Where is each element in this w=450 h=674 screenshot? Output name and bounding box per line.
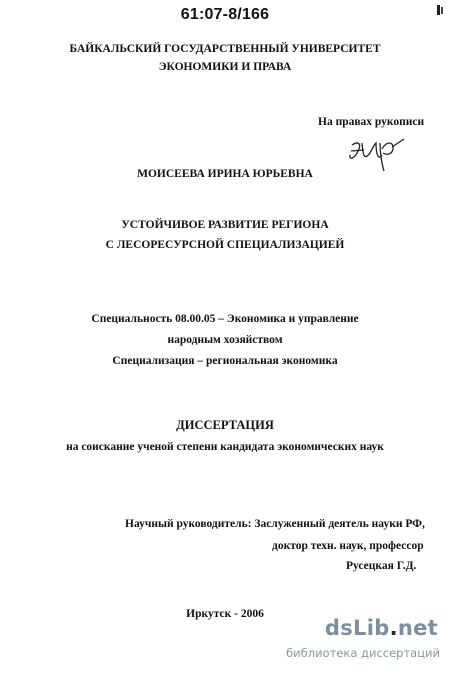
specialty-line3: Специализация – региональная экономика [112, 355, 338, 367]
dslib-watermark [286, 616, 446, 668]
institution-name-line1: БАЙКАЛЬСКИЙ ГОСУДАРСТВЕННЫЙ УНИВЕРСИТЕТ [69, 43, 381, 55]
title-line2: С ЛЕСОРЕСУРСНОЙ СПЕЦИАЛИЗАЦИЕЙ [105, 239, 345, 251]
logo-dot: . [389, 616, 398, 640]
author-name: МОИСЕЕВА ИРИНА ЮРЬЕВНА [137, 168, 313, 180]
logo-prefix: dsLib [324, 616, 390, 640]
place-and-year: Иркутск - 2006 [186, 608, 264, 620]
manuscript-note: На правах рукописи [318, 116, 425, 128]
dissertation-heading: ДИССЕРТАЦИЯ [176, 418, 274, 432]
watermark-caption: библиотека диссертаций [286, 646, 440, 660]
handwritten-signature [346, 131, 406, 173]
logo-suffix: net [397, 616, 438, 640]
corner-mark [436, 4, 444, 16]
institution-name-line2: ЭКОНОМИКИ И ПРАВА [158, 61, 292, 73]
specialty-line1: Специальность 08.00.05 – Экономика и управление [91, 313, 359, 325]
advisor-name: Русецкая Г.Д. [346, 560, 417, 572]
advisor-line1: Научный руководитель: Заслуженный деятель науки РФ, [125, 518, 425, 530]
specialty-line2: народным хозяйством [167, 334, 283, 346]
archive-code: 61:07-8/166 [180, 6, 270, 23]
dslib-logo [325, 616, 438, 640]
title-line1: УСТОЙЧИВОЕ РАЗВИТИЕ РЕГИОНА [121, 219, 329, 231]
advisor-line2: доктор техн. наук, профессор [272, 540, 424, 552]
degree-description: на соискание ученой степени кандидата экономических наук [66, 441, 384, 453]
